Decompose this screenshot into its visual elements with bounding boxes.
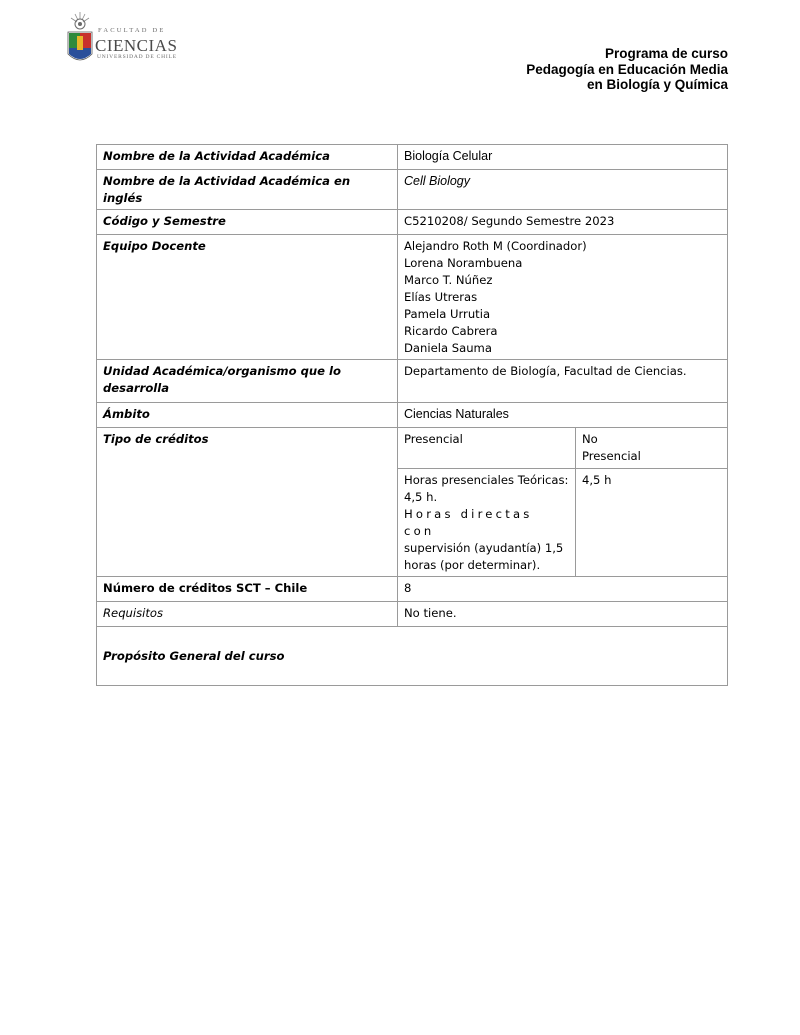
nombre-ingles-label: Nombre de la Actividad Académica en inglés — [97, 170, 398, 210]
logo-text — [94, 10, 178, 66]
table-row — [97, 210, 728, 235]
team-member: Daniela Sauma — [404, 341, 492, 355]
faculty-logo — [66, 10, 178, 66]
nombre-value: Biología Celular — [398, 145, 728, 170]
table-row — [97, 403, 728, 428]
proposito-cell — [97, 627, 728, 686]
table-row — [97, 360, 728, 403]
logo-facultad: FACULTAD DE — [98, 27, 166, 34]
table-row — [97, 602, 728, 627]
horas-presenciales-cell — [398, 469, 576, 577]
horas-line-4: supervisión (ayudantía) 1,5 — [404, 541, 564, 555]
nombre-label: Nombre de la Actividad Académica — [97, 145, 398, 170]
proposito-label: Propósito General del curso — [103, 649, 285, 663]
tipo-label: Tipo de créditos — [97, 428, 398, 577]
table-row — [97, 627, 728, 686]
document-header — [526, 46, 728, 93]
header-line-3: en Biología y Química — [586, 77, 728, 92]
table-row — [97, 235, 728, 360]
unidad-label: Unidad Académica/organismo que lo desarrolla — [97, 360, 398, 403]
presencial-cell: Presencial — [398, 428, 576, 469]
team-member: Ricardo Cabrera — [404, 324, 498, 338]
creditos-value: 8 — [398, 577, 728, 602]
equipo-label: Equipo Docente — [97, 235, 398, 360]
header-line-1: Programa de curso — [604, 46, 728, 61]
ambito-value: Ciencias Naturales — [398, 403, 728, 428]
table-row — [97, 145, 728, 170]
horas-line-3: Horas directas con — [404, 507, 533, 538]
nombre-ingles-value: Cell Biology — [398, 170, 728, 210]
horas-line-5: horas (por determinar). — [404, 558, 541, 572]
requisitos-label: Requisitos — [97, 602, 398, 627]
codigo-value: C5210208/ Segundo Semestre 2023 — [398, 210, 728, 235]
team-member: Alejandro Roth M (Coordinador) — [404, 239, 587, 253]
team-member: Marco T. Núñez — [404, 273, 493, 287]
unidad-value: Departamento de Biología, Facultad de Ciencias. — [398, 360, 728, 403]
no-presencial-cell — [576, 428, 728, 469]
team-member: Lorena Norambuena — [404, 256, 523, 270]
header-line-2: Pedagogía en Educación Media — [526, 61, 728, 77]
faculty-crest-icon — [66, 10, 96, 66]
horas-line-1: Horas presenciales Teóricas: — [404, 473, 569, 487]
no-presencial-line-1: No — [582, 432, 598, 446]
creditos-label: Número de créditos SCT – Chile — [97, 577, 398, 602]
codigo-label: Código y Semestre — [97, 210, 398, 235]
ambito-label: Ámbito — [97, 403, 398, 428]
equipo-list — [398, 235, 728, 360]
horas-no-presenciales-cell: 4,5 h — [576, 469, 728, 577]
logo-universidad: UNIVERSIDAD DE CHILE — [97, 54, 177, 60]
team-member: Pamela Urrutia — [404, 307, 491, 321]
requisitos-value: No tiene. — [398, 602, 728, 627]
no-presencial-line-2: Presencial — [582, 449, 641, 463]
course-info-table — [96, 144, 728, 686]
table-row — [97, 428, 728, 469]
table-row — [97, 170, 728, 210]
team-member: Elías Utreras — [404, 290, 478, 304]
horas-line-2: 4,5 h. — [404, 490, 438, 504]
table-row — [97, 577, 728, 602]
logo-ciencias: CIENCIAS — [95, 36, 178, 55]
